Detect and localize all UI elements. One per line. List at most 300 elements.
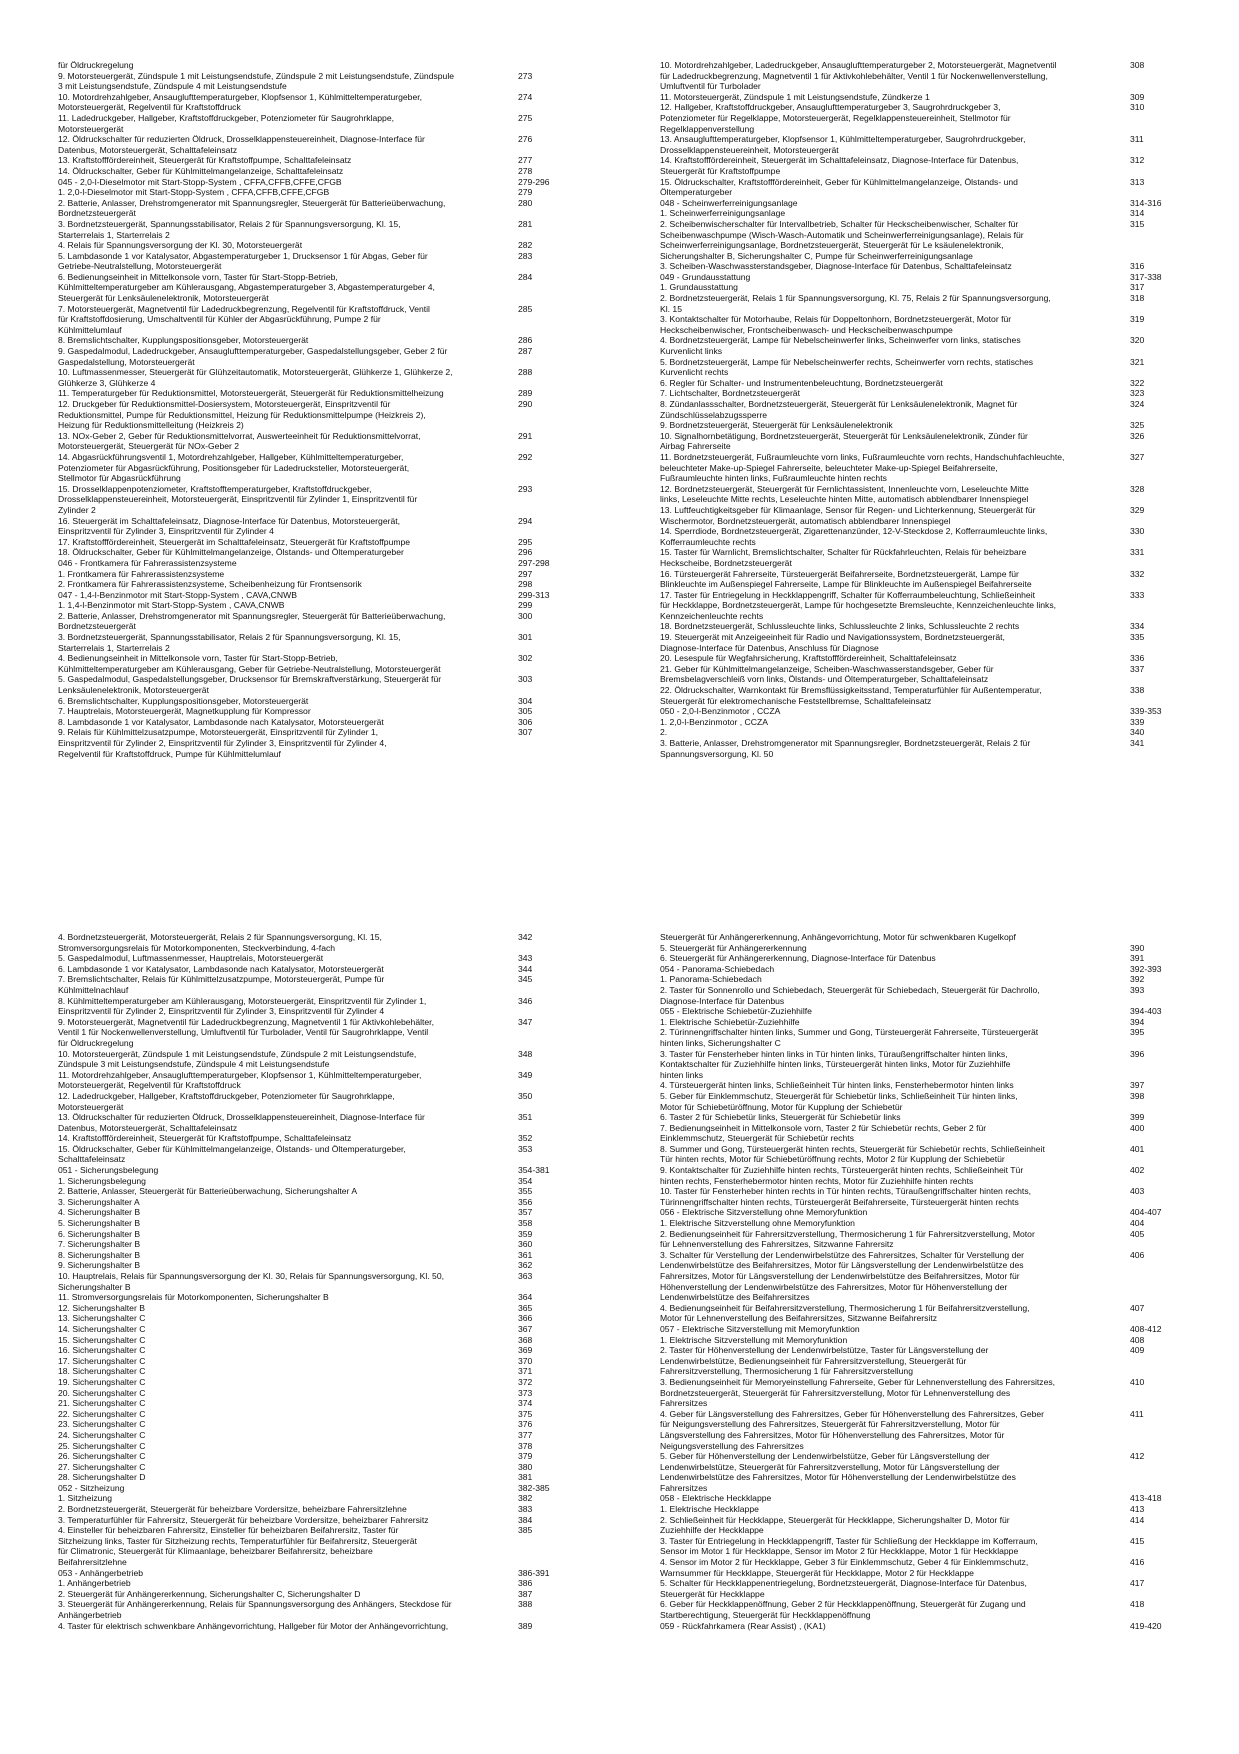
toc-entry-title: 3. Bordnetzsteuergerät, Spannungsstabilisator, Relais 2 für Spannungsversorgung, Kl. 15, — [58, 218, 401, 229]
toc-entry-page: 325 — [1130, 420, 1145, 431]
toc-entry — [660, 240, 1215, 251]
toc-entry-page: 386-391 — [518, 1567, 550, 1578]
toc-entry — [660, 92, 1215, 103]
toc-entry-page: 339 — [1130, 716, 1145, 727]
toc-entry-title: 1. 1,4-l-Benzinmotor mit Start-Stopp-System , CAVA,CNWB — [58, 600, 285, 611]
toc-entry — [58, 717, 578, 728]
toc-entry-title: 10. Motordrehzahlgeber, Ladedruckgeber, Ansauglufttemperaturgeber 2, Motorsteuergerät, Magnetventil — [660, 60, 1057, 70]
toc-entry-page — [1130, 674, 1190, 685]
toc-entry — [660, 1017, 1215, 1028]
toc-entry-page: 345 — [518, 974, 533, 985]
toc-entry-page: 369 — [518, 1345, 533, 1356]
toc-entry-page: 322 — [1130, 377, 1145, 388]
toc-entry-page: 388 — [518, 1599, 533, 1610]
toc-entry-title: Potenziometer für Regelklappe, Motorsteuergerät, Regelklappensteuereinheit, Stellmotor für — [660, 112, 1011, 123]
toc-entry-page: 406 — [1130, 1249, 1145, 1260]
toc-entry-title: Blinkleuchte im Außenspiegel Fahrerseite, Lampe für Blinkleuchte im Außenspiegel Beifahrerseite — [660, 579, 1032, 590]
toc-entry-title: Airbag Fahrerseite — [660, 441, 731, 452]
toc-entry-title: 6. Sicherungshalter B — [58, 1228, 141, 1239]
toc-entry-page — [1130, 1441, 1190, 1452]
toc-entry — [660, 1356, 1215, 1367]
toc-entry-page — [518, 1282, 578, 1293]
toc-entry-page — [518, 1102, 578, 1113]
toc-entry — [58, 1006, 578, 1017]
toc-section-heading — [660, 198, 1215, 209]
toc-entry — [660, 516, 1215, 527]
toc-entry-title: 12. Öldruckschalter für reduzierten Öldruck, Drosselklappensteuereinheit, Diagnose-Interface für — [58, 134, 425, 145]
toc-entry-title: Stellmotor für Abgasrückführung — [58, 473, 181, 484]
toc-entry-page: 379 — [518, 1451, 533, 1462]
toc-entry-title: 4. Bedienungseinheit für Beifahrersitzverstellung, Thermosicherung 1 für Beifahrersitzverstellung, — [660, 1302, 1030, 1313]
toc-entry-title: 2. Türinnengriffschalter hinten links, Summer und Gong, Türsteuergerät Fahrerseite, Türsteuergerät — [660, 1027, 1039, 1038]
toc-entry-title: 20. Lesespule für Wegfahrsicherung, Kraftstofffördereinheit, Schalttafeleinsatz — [660, 653, 957, 664]
toc-entry-page: 370 — [518, 1355, 533, 1366]
toc-entry-title: Kofferraumleuchte rechts — [660, 536, 756, 547]
toc-entry-page — [518, 943, 578, 954]
toc-section-heading — [58, 590, 578, 601]
toc-entry-page — [1130, 1313, 1190, 1324]
toc-entry-page — [518, 985, 578, 996]
toc-entry — [660, 1483, 1215, 1494]
toc-entry-page: 346 — [518, 995, 533, 1006]
toc-entry-page: 350 — [518, 1090, 533, 1101]
toc-entry-title: 18. Bordnetzsteuergerät, Schlussleuchte links, Schlussleuchte 2 links, Schlussleuchte 2 rechts — [660, 621, 1020, 632]
toc-entry-page — [518, 494, 578, 505]
toc-entry-title: Heckscheibenwischer, Frontscheibenwasch- und Heckscheibenwaschpumpe — [660, 324, 953, 335]
toc-entry-page: 319 — [1130, 314, 1145, 325]
toc-entry — [58, 113, 578, 124]
toc-entry — [58, 60, 578, 71]
toc-entry — [660, 1377, 1215, 1388]
toc-entry-page — [518, 81, 578, 92]
toc-entry-page — [518, 1557, 578, 1568]
toc-entry-page: 321 — [1130, 356, 1145, 367]
toc-entry-title: 3. Bedienungseinheit für Memoryeinstellung Fahrerseite, Geber für Lehnenverstellung des Fahrersitzes, — [660, 1376, 1056, 1387]
toc-entry-title: 2. Bordnetzsteuergerät, Steuergerät für beheizbare Vordersitze, beheizbare Fahrersitzlehne — [58, 1504, 407, 1515]
toc-entry-title: Fahrersitzes — [660, 1482, 708, 1493]
toc-entry — [58, 346, 578, 357]
toc-entry-title: 2. Schließeinheit für Heckklappe, Steuergerät für Heckklappe, Sicherungshalter D, Motor für — [660, 1514, 1010, 1525]
toc-entry — [58, 261, 578, 272]
toc-entry-page: 392-393 — [1130, 963, 1162, 974]
toc-entry — [660, 367, 1215, 378]
toc-entry — [58, 621, 578, 632]
toc-entry-title: 13. Kraftstofffördereinheit, Steuergerät für Kraftstoffpumpe, Schalttafeleinsatz — [58, 155, 352, 166]
toc-entry — [58, 378, 578, 389]
toc-entry-title: hinten links — [660, 1069, 703, 1080]
toc-entry-page — [1130, 1398, 1190, 1409]
toc-entry-page — [518, 261, 578, 272]
toc-entry — [660, 569, 1215, 580]
toc-page-bottom-left — [58, 932, 578, 1740]
toc-entry-page: 317 — [1130, 282, 1145, 293]
toc-entry — [58, 1017, 578, 1028]
toc-entry — [58, 932, 578, 943]
toc-entry-title: 4. Bordnetzsteuergerät, Lampe für Nebelscheinwerfer links, Scheinwerfer vorn links, statisches — [660, 335, 1021, 346]
toc-entry-page — [518, 505, 578, 516]
toc-entry — [58, 208, 578, 219]
toc-entry — [660, 1441, 1215, 1452]
toc-entry — [58, 155, 578, 166]
toc-entry — [58, 1112, 578, 1123]
toc-entry-title: 051 - Sicherungsbelegung — [58, 1165, 159, 1176]
toc-entry — [58, 1419, 578, 1430]
toc-entry-page: 328 — [1130, 483, 1145, 494]
toc-entry-title: Kurvenlicht links — [660, 346, 723, 357]
toc-entry-page — [1130, 1260, 1190, 1271]
toc-entry-title: 15. Öldruckschalter, Kraftstofffördereinheit, Geber für Kühlmittelmangelanzeige, Ölstands- und — [660, 176, 1018, 187]
toc-entry-page: 381 — [518, 1472, 533, 1483]
toc-entry — [660, 696, 1215, 707]
toc-entry-page: 367 — [518, 1323, 533, 1334]
toc-entry — [58, 1197, 578, 1208]
toc-entry-page — [1130, 1133, 1190, 1144]
toc-entry-page — [518, 208, 578, 219]
toc-section-heading — [58, 1568, 578, 1579]
toc-entry-title: 2. Batterie, Anlasser, Drehstromgenerator mit Spannungsregler, Steuergerät für Batterieüberwachung, — [58, 197, 446, 208]
toc-entry-page — [1130, 1568, 1190, 1579]
toc-entry-page: 333 — [1130, 589, 1145, 600]
toc-entry-page — [1130, 240, 1190, 251]
toc-entry-page: 314-316 — [1130, 197, 1162, 208]
toc-entry-page: 313 — [1130, 176, 1145, 187]
toc-entry — [58, 1154, 578, 1165]
toc-entry-title: 13. Luftfeuchtigkeitsgeber für Klimaanlage, Sensor für Regen- und Lichterkennung, Steuergerät für — [660, 504, 1036, 515]
toc-entry-page: 315 — [1130, 218, 1145, 229]
toc-entry-title: Lenksäulenelektronik, Motorsteuergerät — [58, 685, 209, 696]
toc-entry-page — [518, 293, 578, 304]
toc-entry-page — [1130, 1525, 1190, 1536]
toc-entry-page — [518, 410, 578, 421]
toc-entry-page — [518, 1080, 578, 1091]
toc-entry-title: 8. Kühlmitteltemperaturgeber am Kühlerausgang, Motorsteuergerät, Einspritzventil für Zylinder 1, — [58, 995, 427, 1006]
toc-entry-title: 11. Stromversorgungsrelais für Motorkomponenten, Sicherungshalter B — [58, 1292, 329, 1303]
toc-entry — [58, 1578, 578, 1589]
toc-entry — [660, 1546, 1215, 1557]
toc-entry-title: 13. Ansauglufttemperaturgeber, Klopfsensor 1, Kühlmitteltemperaturgeber, Saugrohrdruckgeber, — [660, 134, 1026, 145]
toc-entry-page: 412 — [1130, 1451, 1145, 1462]
toc-entry — [58, 685, 578, 696]
toc-entry-page: 290 — [518, 399, 533, 409]
toc-entry-page — [1130, 166, 1190, 177]
toc-entry-page: 395 — [1130, 1027, 1145, 1038]
toc-entry-page — [518, 378, 578, 389]
toc-entry-page — [1130, 145, 1190, 156]
toc-entry — [58, 1398, 578, 1409]
toc-entry-title: 13. Sicherungshalter C — [58, 1313, 146, 1324]
toc-entry — [660, 145, 1215, 156]
toc-entry-page: 385 — [518, 1525, 533, 1536]
toc-entry — [660, 155, 1215, 166]
toc-entry — [660, 1197, 1215, 1208]
toc-entry — [58, 632, 578, 643]
toc-entry-title: links, Leseleuchte Mitte rechts, Leseleuchte hinten Mitte, automatisch abblendbarer Innenspiegel — [660, 494, 1029, 505]
toc-entry-title: Drosselklappensteuereinheit, Motorsteuergerät — [660, 144, 839, 155]
toc-entry — [58, 749, 578, 760]
toc-entry-title: 17. Kraftstofffördereinheit, Steuergerät im Schalttafeleinsatz, Steuergerät für Kraftstoffpumpe — [58, 536, 411, 547]
toc-entry — [660, 208, 1215, 219]
toc-entry — [660, 410, 1215, 421]
toc-entry-page: 309 — [1130, 91, 1145, 102]
toc-entry — [660, 1292, 1215, 1303]
toc-entry-page — [1130, 1366, 1190, 1377]
toc-entry-title: Steuergerät für Anhängererkennung, Anhängevorrichtung, Motor für schwenkbaren Kugelkopf — [660, 932, 1016, 942]
toc-entry — [58, 943, 578, 954]
toc-entry — [660, 1599, 1215, 1610]
toc-entry-title: Diagnose-Interface für Datenbus — [660, 995, 785, 1006]
toc-entry — [58, 1599, 578, 1610]
toc-entry-title: 26. Sicherungshalter C — [58, 1451, 146, 1462]
toc-entry-title: für Heckklappe, Bordnetzsteuergerät, Lampe für hochgesetzte Bremsleuchte, Kennzeichenleuchte links, — [660, 600, 1057, 611]
toc-entry-title: Sitzheizung links, Taster für Sitzheizung rechts, Temperaturfühler für Beifahrersitz, Steuergerät — [58, 1535, 417, 1546]
toc-entry-page: 415 — [1130, 1535, 1145, 1546]
toc-entry-title: 7. Bedienungseinheit in Mittelkonsole vorn, Taster 2 für Schiebetür rechts, Geber 2 für — [660, 1122, 987, 1133]
toc-entry-page: 353 — [518, 1143, 533, 1154]
toc-entry-page — [1130, 187, 1190, 198]
toc-entry-title: 1. Panorama-Schiebedach — [660, 974, 762, 985]
toc-entry — [58, 282, 578, 293]
toc-entry-page: 297 — [518, 568, 533, 579]
toc-entry-title: 1. 2,0-l-Dieselmotor mit Start-Stopp-System , CFFA,CFFB,CFFE,CFGB — [58, 187, 330, 198]
toc-entry-page — [1130, 1610, 1190, 1621]
toc-entry-page — [1130, 1483, 1190, 1494]
toc-entry — [660, 251, 1215, 262]
toc-entry-page: 384 — [518, 1514, 533, 1525]
toc-entry-page: 362 — [518, 1260, 533, 1271]
toc-entry-page: 284 — [518, 271, 533, 282]
toc-entry-title: Lendenwirbelstütze des Beifahrersitzes — [660, 1292, 810, 1303]
toc-entry — [660, 974, 1215, 985]
toc-entry-title: 2. Bordnetzsteuergerät, Relais 1 für Spannungsversorgung, Kl. 75, Relais 2 für Spannungsversorgung, — [660, 293, 1051, 304]
toc-entry-title: 19. Sicherungshalter C — [58, 1376, 146, 1387]
toc-entry-title: Tür hinten rechts, Motor für Schiebetüröffnung rechts, Motor 2 für Kupplung der Schiebetür — [660, 1154, 1005, 1165]
toc-entry-title: 5. Gaspedalmodul, Gaspedalstellungsgeber, Drucksensor für Bremskraftverstärkung, Steuergerät für — [58, 674, 442, 685]
toc-entry — [660, 1229, 1215, 1240]
toc-entry-title: 4. Relais für Spannungsversorgung der Kl. 30, Motorsteuergerät — [58, 240, 303, 251]
toc-entry-page — [1130, 81, 1190, 92]
toc-entry-title: 5. Gaspedalmodul, Luftmassenmesser, Hauptrelais, Motorsteuergerät — [58, 953, 324, 964]
toc-entry-page: 288 — [518, 367, 533, 378]
toc-entry-page: 289 — [518, 388, 533, 399]
toc-entry-title: 10. Hauptrelais, Relais für Spannungsversorgung der Kl. 30, Relais für Spannungsversorgung, Kl. 50, — [58, 1271, 444, 1281]
toc-section-heading — [660, 1493, 1215, 1504]
toc-entry-page: 318 — [1130, 293, 1145, 304]
toc-entry-page: 402 — [1130, 1165, 1145, 1176]
toc-entry-title: Zündspule 3 mit Leistungsendstufe, Zündspule 4 mit Leistungsendstufe — [58, 1059, 330, 1070]
toc-entry-title: Diagnose-Interface für Datenbus, Anschluss für Diagnose — [660, 642, 879, 653]
toc-entry — [660, 1335, 1215, 1346]
toc-entry-page — [1130, 996, 1190, 1007]
toc-entry-page: 394 — [1130, 1016, 1145, 1027]
toc-entry-page: 300 — [518, 610, 533, 621]
toc-entry — [58, 953, 578, 964]
toc-entry-title: Steuergerät für Kraftstoffpumpe — [660, 165, 781, 176]
toc-entry — [660, 1462, 1215, 1473]
toc-entry — [58, 272, 578, 283]
toc-entry-page: 296 — [518, 547, 533, 558]
toc-entry-title: 6. Steuergerät für Anhängererkennung, Diagnose-Interface für Datenbus — [660, 953, 936, 964]
toc-entry-title: 12. Hallgeber, Kraftstoffdruckgeber, Ansauglufttemperaturgeber 3, Saugrohrdruckgeber 3, — [660, 102, 1001, 113]
toc-entry-page — [1130, 600, 1190, 611]
toc-entry-page: 399 — [1130, 1112, 1145, 1123]
toc-entry-title: für Neigungsverstellung des Fahrersitzes, Steuergerät für Fahrersitzverstellung, Motor für — [660, 1419, 1000, 1430]
toc-entry-page — [1130, 113, 1190, 124]
toc-entry — [58, 1049, 578, 1060]
toc-entry — [660, 1568, 1215, 1579]
toc-entry-title: Fahrersitzverstellung, Thermosicherung 1 für Fahrersitzverstellung — [660, 1366, 913, 1377]
toc-entry — [660, 261, 1215, 272]
toc-entry-title: 9. Sicherungshalter B — [58, 1260, 141, 1271]
toc-entry-title: 19. Steuergerät mit Anzeigeeinheit für Radio und Navigationssystem, Bordnetzsteuergerät, — [660, 632, 1005, 643]
toc-entry-page — [518, 749, 578, 760]
toc-entry-page — [518, 1006, 578, 1017]
toc-entry — [660, 304, 1215, 315]
toc-entry — [58, 219, 578, 230]
toc-entry-page: 364 — [518, 1292, 533, 1303]
toc-entry-page — [518, 473, 578, 484]
toc-entry-title: Kurvenlicht rechts — [660, 367, 729, 378]
toc-entry-page: 276 — [518, 134, 533, 145]
toc-entry — [660, 1303, 1215, 1314]
toc-entry-title: 048 - Scheinwerferreinigungsanlage — [660, 197, 798, 208]
toc-entry-title: Gaspedalstellung, Motorsteuergerät — [58, 356, 195, 367]
toc-entry-title: 050 - 2,0-l-Benzinmotor , CCZA — [660, 706, 781, 717]
toc-entry-page: 397 — [1130, 1080, 1145, 1091]
toc-entry — [660, 749, 1215, 760]
toc-entry-title: 1. Elektrische Schiebetür-Zuziehhilfe — [660, 1016, 800, 1027]
toc-section-heading — [58, 1483, 578, 1494]
toc-entry — [660, 1589, 1215, 1600]
toc-entry-page — [1130, 558, 1190, 569]
toc-entry — [58, 92, 578, 103]
toc-entry-title: 27. Sicherungshalter C — [58, 1461, 146, 1472]
toc-entry — [58, 463, 578, 474]
toc-entry — [660, 1557, 1215, 1568]
toc-entry-page: 279 — [518, 187, 533, 198]
toc-entry-title: 3. Batterie, Anlasser, Drehstromgenerator mit Spannungsregler, Bordnetzsteuergerät, Relais 2 für — [660, 738, 1031, 748]
toc-entry-page: 365 — [518, 1302, 533, 1313]
toc-entry-title: Anhängerbetrieb — [58, 1610, 122, 1620]
toc-entry-page — [518, 357, 578, 368]
toc-entry-page: 287 — [518, 346, 533, 357]
toc-entry — [660, 653, 1215, 664]
toc-entry-page — [518, 526, 578, 537]
toc-entry — [58, 738, 578, 749]
toc-entry — [660, 1398, 1215, 1409]
toc-entry — [58, 410, 578, 421]
toc-entry — [58, 1292, 578, 1303]
toc-section-heading — [660, 1621, 1215, 1632]
toc-entry-page — [1130, 1472, 1190, 1483]
toc-entry-title: Zündschlüsselabzugssperre — [660, 409, 768, 420]
toc-entry-page: 358 — [518, 1218, 533, 1229]
toc-entry-page — [1130, 1546, 1190, 1557]
toc-section-heading — [58, 558, 578, 569]
toc-entry-title: Sensor im Motor 1 für Heckklappe, Sensor im Motor 2 für Heckklappe, Motor 1 für Heckklappe — [660, 1546, 1019, 1557]
toc-entry-title: Drosselklappensteuereinheit, Motorsteuergerät, Einspritzventil für Zylinder 1, Einspritzventil für — [58, 494, 418, 505]
toc-entry-title: 2. Frontkamera für Fahrerassistenzsysteme, Scheibenheizung für Frontsensorik — [58, 579, 362, 590]
toc-entry — [58, 314, 578, 325]
toc-entry-page: 378 — [518, 1440, 533, 1451]
toc-entry-page: 324 — [1130, 399, 1145, 409]
toc-entry-title: 7. Sicherungshalter B — [58, 1239, 141, 1250]
toc-entry — [58, 674, 578, 685]
toc-entry-title: für Öldruckregelung — [58, 60, 134, 70]
toc-entry — [58, 1430, 578, 1441]
toc-entry-page: 366 — [518, 1313, 533, 1324]
toc-entry — [660, 600, 1215, 611]
toc-entry-page — [1130, 1038, 1190, 1049]
toc-entry-title: Steuergerät für Heckklappe — [660, 1588, 765, 1599]
toc-entry-page: 363 — [518, 1271, 533, 1281]
toc-entry — [58, 484, 578, 495]
toc-entry — [660, 547, 1215, 558]
toc-entry — [660, 1388, 1215, 1399]
toc-entry — [660, 71, 1215, 82]
toc-entry — [660, 177, 1215, 188]
toc-entry-page: 356 — [518, 1196, 533, 1207]
toc-entry-title: 6. Bedienungseinheit in Mittelkonsole vorn, Taster für Start-Stopp-Betrieb, — [58, 271, 338, 282]
toc-entry-page: 380 — [518, 1461, 533, 1472]
toc-entry-page: 414 — [1130, 1514, 1145, 1525]
toc-entry-title: Heizung für Reduktionsmittelleitung (Heizkreis 2) — [58, 420, 244, 431]
toc-entry-title: Startberechtigung, Steuergerät für Heckklappenöffnung — [660, 1610, 871, 1620]
toc-entry-title: 8. Summer und Gong, Türsteuergerät hinten rechts, Steuergerät für Schiebetür rechts, Schließeinheit — [660, 1143, 1045, 1154]
toc-entry — [58, 579, 578, 590]
toc-entry-page — [518, 1059, 578, 1070]
toc-entry — [660, 282, 1215, 293]
toc-entry-title: 1. Elektrische Sitzverstellung mit Memoryfunktion — [660, 1334, 848, 1345]
toc-entry — [58, 1313, 578, 1324]
toc-entry-page: 281 — [518, 218, 533, 229]
toc-section-heading — [58, 177, 578, 188]
toc-entry-title: 058 - Elektrische Heckklappe — [660, 1493, 772, 1504]
toc-entry-page — [518, 1610, 578, 1621]
toc-entry — [58, 357, 578, 368]
toc-entry-page: 394-403 — [1130, 1006, 1162, 1017]
toc-entry-title: Einspritzventil für Zylinder 2, Einspritzventil für Zylinder 3, Einspritzventil für Zylinder 4 — [58, 1006, 385, 1017]
toc-entry-page — [1130, 1589, 1190, 1600]
toc-entry-title: 5. Geber für Höhenverstellung der Lendenwirbelstütze, Geber für Längsverstellung der — [660, 1451, 990, 1462]
toc-entry-page — [518, 314, 578, 325]
toc-entry-page: 371 — [518, 1366, 533, 1377]
toc-entry-page — [1130, 367, 1190, 378]
toc-page-bottom-right — [660, 932, 1215, 1740]
toc-entry-page: 338 — [1130, 685, 1145, 696]
toc-entry-title: 3. Scheiben-Waschwassterstandsgeber, Diagnose-Interface für Datenbus, Schalttafeleinsatz — [660, 261, 1012, 272]
toc-entry-title: 25. Sicherungshalter C — [58, 1440, 146, 1451]
toc-entry-page: 327 — [1130, 451, 1145, 462]
toc-entry-page: 335 — [1130, 632, 1145, 643]
toc-entry-page — [1130, 325, 1190, 336]
toc-entry-page: 311 — [1130, 134, 1144, 145]
toc-entry-title: Steuergerät für elektromechanische Feststellbremse, Schalttafeleinsatz — [660, 695, 932, 706]
toc-entry-page: 329 — [1130, 504, 1145, 515]
toc-entry-title: Wischermotor, Bordnetzsteuergerät, automatisch abblendbarer Innenspiegel — [660, 515, 951, 526]
toc-entry-page: 279-296 — [518, 176, 550, 187]
toc-entry-title: 9. Motorsteuergerät, Zündspule 1 mit Leistungsendstufe, Zündspule 2 mit Leistungsendstufe, Zündspule — [58, 70, 455, 81]
toc-entry — [660, 1525, 1215, 1536]
toc-entry — [660, 346, 1215, 357]
toc-entry-title: Scheibenwaschpumpe (Wisch-Wasch-Automatik und Scheinwerferreinigungsanlage), Relais für — [660, 229, 1024, 240]
toc-entry-title: 13. Öldruckschalter für reduzierten Öldruck, Drosselklappensteuereinheit, Diagnose-Interface für — [58, 1112, 425, 1123]
toc-entry-page: 278 — [518, 165, 533, 176]
toc-entry-page — [1130, 1070, 1190, 1081]
toc-entry-page: 401 — [1130, 1143, 1145, 1154]
toc-entry-title: 6. Taster 2 für Schiebetür links, Steuergerät für Schiebetür links — [660, 1112, 901, 1123]
toc-entry-title: 10. Taster für Fensterheber hinten rechts in Tür hinten rechts, Türaußengriffschalter hinten rechts, — [660, 1186, 1031, 1197]
toc-entry-title: 14. Kraftstofffördereinheit, Steuergerät im Schalttafeleinsatz, Diagnose-Interface für Datenbus, — [660, 155, 1019, 166]
